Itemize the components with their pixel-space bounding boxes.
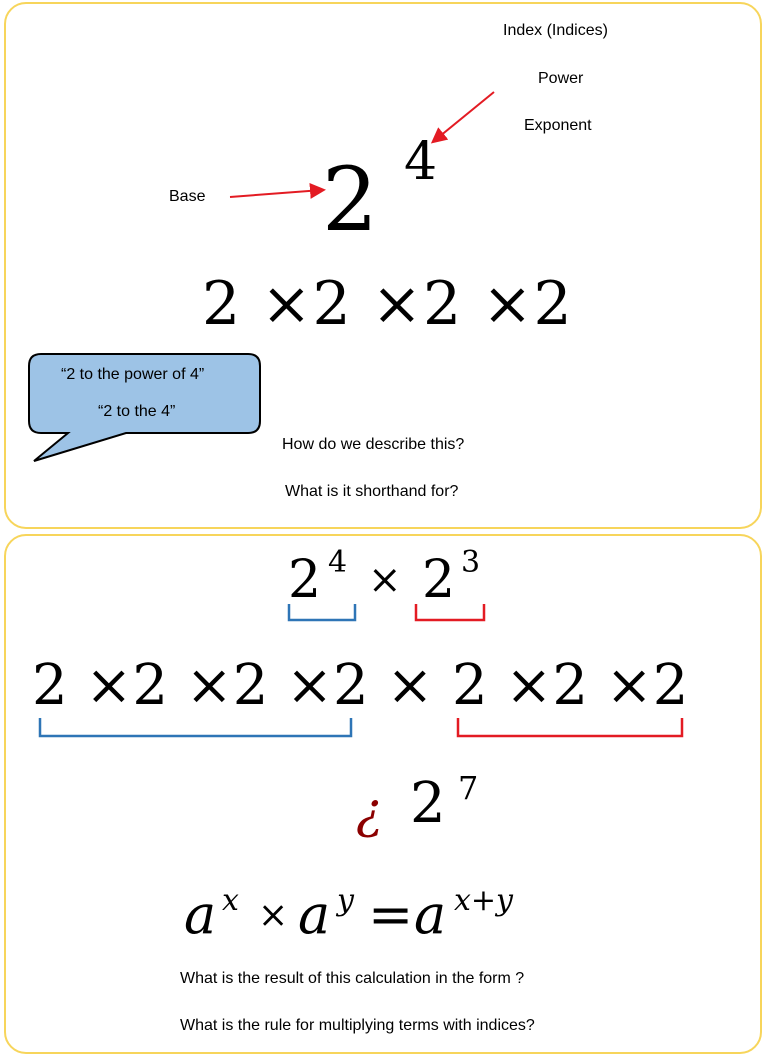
expansion-left: 2 ×2 ×2 ×2 ×: [32, 653, 434, 718]
base-digit: 2: [322, 148, 378, 251]
question-describe: How do we describe this?: [282, 436, 465, 453]
term2-exponent: 3: [461, 545, 481, 580]
result-base: 2: [410, 771, 446, 836]
expansion-expression: 2 ×2 ×2 ×2: [202, 269, 573, 339]
times-symbol: ×: [368, 557, 402, 603]
bubble-text-line2: “2 to the 4”: [98, 403, 176, 420]
result-symbol: ¿: [356, 782, 383, 840]
bracket-expansion-right: [458, 718, 682, 736]
base-arrow: [230, 190, 322, 197]
bracket-term2: [416, 604, 484, 620]
term1-base: 2: [288, 550, 322, 610]
label-index: Index (Indices): [503, 22, 608, 39]
bracket-term1: [289, 604, 355, 620]
question-rule: What is the rule for multiplying terms with indices?: [180, 1017, 535, 1034]
expansion-right: 2 ×2 ×2: [452, 653, 689, 718]
label-base: Base: [169, 188, 206, 205]
rule-exp-y: y: [337, 883, 354, 918]
rule-times: ×: [258, 895, 289, 936]
exponent-arrow: [434, 92, 494, 141]
rule-exp-x: x: [222, 883, 239, 918]
rule-a3: a: [414, 883, 447, 946]
bracket-expansion-left: [40, 718, 351, 736]
question-result-form: What is the result of this calculation in the form ?: [180, 970, 525, 987]
question-shorthand: What is it shorthand for?: [285, 483, 459, 500]
term1-exponent: 4: [328, 545, 348, 580]
rule-a1: a: [184, 883, 217, 946]
slide-multiplying-indices: [4, 534, 762, 1054]
result-exponent: 7: [458, 769, 479, 807]
rule-exp-xy: x+y: [454, 883, 514, 918]
term2-base: 2: [422, 550, 456, 610]
label-power: Power: [538, 70, 584, 87]
exponent-digit: 4: [404, 132, 438, 192]
slide-index-notation: [4, 2, 762, 529]
label-exponent: Exponent: [524, 117, 592, 134]
rule-a2: a: [298, 883, 331, 946]
rule-equals: =: [368, 883, 414, 946]
bubble-text-line1: “2 to the power of 4”: [61, 366, 205, 383]
